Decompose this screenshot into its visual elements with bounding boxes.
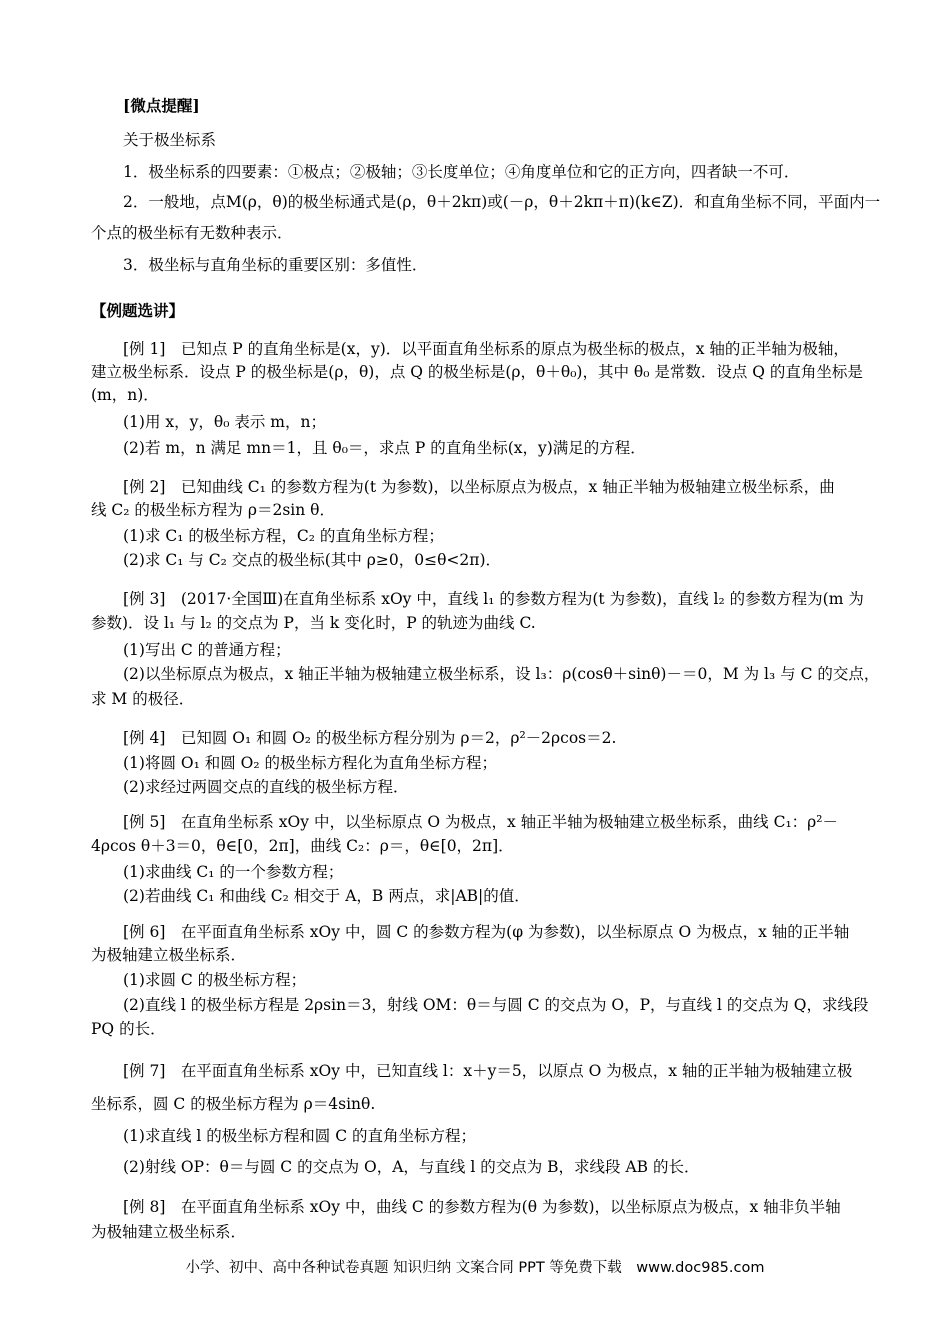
example-5-line: 4ρcos θ＋3＝0，θ∈[0，2π]，曲线 C₂：ρ＝，θ∈[0，2π]． bbox=[91, 837, 514, 855]
example-6-subquestion: PQ 的长． bbox=[91, 1020, 166, 1038]
example-3-line: 参数)．设 l₁ 与 l₂ 的交点为 P，当 k 变化时，P 的轨迹为曲线 C. bbox=[91, 614, 536, 632]
tip-item: 个点的极坐标有无数种表示． bbox=[91, 224, 293, 242]
example-2-line: [例 2] 已知曲线 C₁ 的参数方程为(t 为参数)，以坐标原点为极点，x 轴正半轴为极轴建立极坐标系，曲 bbox=[123, 478, 835, 496]
example-2-subquestion: (2)求 C₁ 与 C₂ 交点的极坐标(其中 ρ≥0，0≤θ<2π)． bbox=[123, 551, 502, 569]
example-2-line: 线 C₂ 的极坐标方程为 ρ＝2sin θ． bbox=[91, 501, 335, 519]
example-5-subquestion: (1)求曲线 C₁ 的一个参数方程； bbox=[123, 863, 344, 881]
example-1-subquestion: (1)用 x，y，θ₀ 表示 m，n； bbox=[123, 413, 326, 431]
example-2-subquestion: (1)求 C₁ 的极坐标方程，C₂ 的直角坐标方程； bbox=[123, 527, 444, 545]
example-3-subquestion: 求 M 的极径． bbox=[91, 690, 195, 708]
example-7-line: [例 7] 在平面直角坐标系 xOy 中，已知直线 l：x＋y＝5，以原点 O 为极点，x 轴的正半轴为极轴建立极 bbox=[123, 1062, 853, 1080]
example-3-subquestion: (1)写出 C 的普通方程； bbox=[123, 641, 291, 659]
tip-item: 3．极坐标与直角坐标的重要区别：多值性． bbox=[123, 256, 428, 274]
example-5-subquestion: (2)若曲线 C₁ 和曲线 C₂ 相交于 A，B 两点，求|AB|的值． bbox=[123, 887, 530, 905]
example-8-line: 为极轴建立极坐标系． bbox=[91, 1223, 247, 1241]
example-3-subquestion: (2)以坐标原点为极点，x 轴正半轴为极轴建立极坐标系，设 l₃：ρ(cosθ＋sinθ)－＝0，M 为 l₃ 与 C 的交点， bbox=[123, 665, 880, 683]
page-footer: 小学、初中、高中各种试卷真题 知识归纳 文案合同 PPT 等免费下载 www.doc985.com bbox=[185, 1260, 765, 1276]
example-6-line: [例 6] 在平面直角坐标系 xOy 中，圆 C 的参数方程为(φ 为参数)，以坐标原点 O 为极点，x 轴的正半轴 bbox=[123, 923, 850, 941]
tip-title: [微点提醒] bbox=[123, 96, 200, 115]
example-1-line: 建立极坐标系．设点 P 的极坐标是(ρ，θ)，点 Q 的极坐标是(ρ，θ＋θ₀)，其中 θ₀ 是常数．设点 Q 的直角坐标是 bbox=[91, 363, 863, 381]
example-4-subquestion: (1)将圆 O₁ 和圆 O₂ 的极坐标方程化为直角坐标方程； bbox=[123, 754, 498, 772]
example-7-subquestion: (2)射线 OP：θ＝与圆 C 的交点为 O，A，与直线 l 的交点为 B，求线段 AB 的长． bbox=[123, 1158, 700, 1176]
example-6-line: 为极轴建立极坐标系． bbox=[91, 946, 247, 964]
example-5-line: [例 5] 在直角坐标系 xOy 中，以坐标原点 O 为极点，x 轴正半轴为极轴建立极坐标系，曲线 C₁：ρ²－ bbox=[123, 813, 839, 831]
example-3-line: [例 3] (2017·全国Ⅲ)在直角坐标系 xOy 中，直线 l₁ 的参数方程为(t 为参数)，直线 l₂ 的参数方程为(m 为 bbox=[123, 590, 864, 608]
example-7-line: 坐标系，圆 C 的极坐标方程为 ρ＝4sinθ. bbox=[91, 1095, 376, 1113]
tip-subtitle: 关于极坐标系 bbox=[123, 131, 217, 149]
example-6-subquestion: (1)求圆 C 的极坐标方程； bbox=[123, 971, 307, 989]
example-7-subquestion: (1)求直线 l 的极坐标方程和圆 C 的直角坐标方程； bbox=[123, 1127, 476, 1145]
example-1-line: [例 1] 已知点 P 的直角坐标是(x，y)．以平面直角坐标系的原点为极坐标的极点，x 轴的正半轴为极轴， bbox=[123, 340, 849, 358]
tip-item: 1．极坐标系的四要素：①极点；②极轴；③长度单位；④角度单位和它的正方向，四者缺一不可． bbox=[123, 163, 800, 181]
example-4-line: [例 4] 已知圆 O₁ 和圆 O₂ 的极坐标方程分别为 ρ＝2，ρ²－2ρcos＝2. bbox=[123, 729, 617, 747]
example-1-line: (m，n)． bbox=[91, 386, 159, 404]
example-4-subquestion: (2)求经过两圆交点的直线的极坐标方程． bbox=[123, 778, 409, 796]
example-1-subquestion: (2)若 m，n 满足 mn＝1，且 θ₀＝，求点 P 的直角坐标(x，y)满足的方程． bbox=[123, 439, 646, 457]
example-8-line: [例 8] 在平面直角坐标系 xOy 中，曲线 C 的参数方程为(θ 为参数)，以坐标原点为极点，x 轴非负半轴 bbox=[123, 1198, 841, 1216]
example-6-subquestion: (2)直线 l 的极坐标方程是 2ρsin＝3，射线 OM：θ＝与圆 C 的交点为 O，P，与直线 l 的交点为 Q，求线段 bbox=[123, 996, 869, 1014]
tip-item: 2．一般地，点M(ρ，θ)的极坐标通式是(ρ，θ＋2kπ)或(－ρ，θ＋2kπ＋π)(k∈Z)．和直角坐标不同，平面内一 bbox=[123, 193, 881, 211]
section-title: 【例题选讲】 bbox=[91, 301, 185, 320]
